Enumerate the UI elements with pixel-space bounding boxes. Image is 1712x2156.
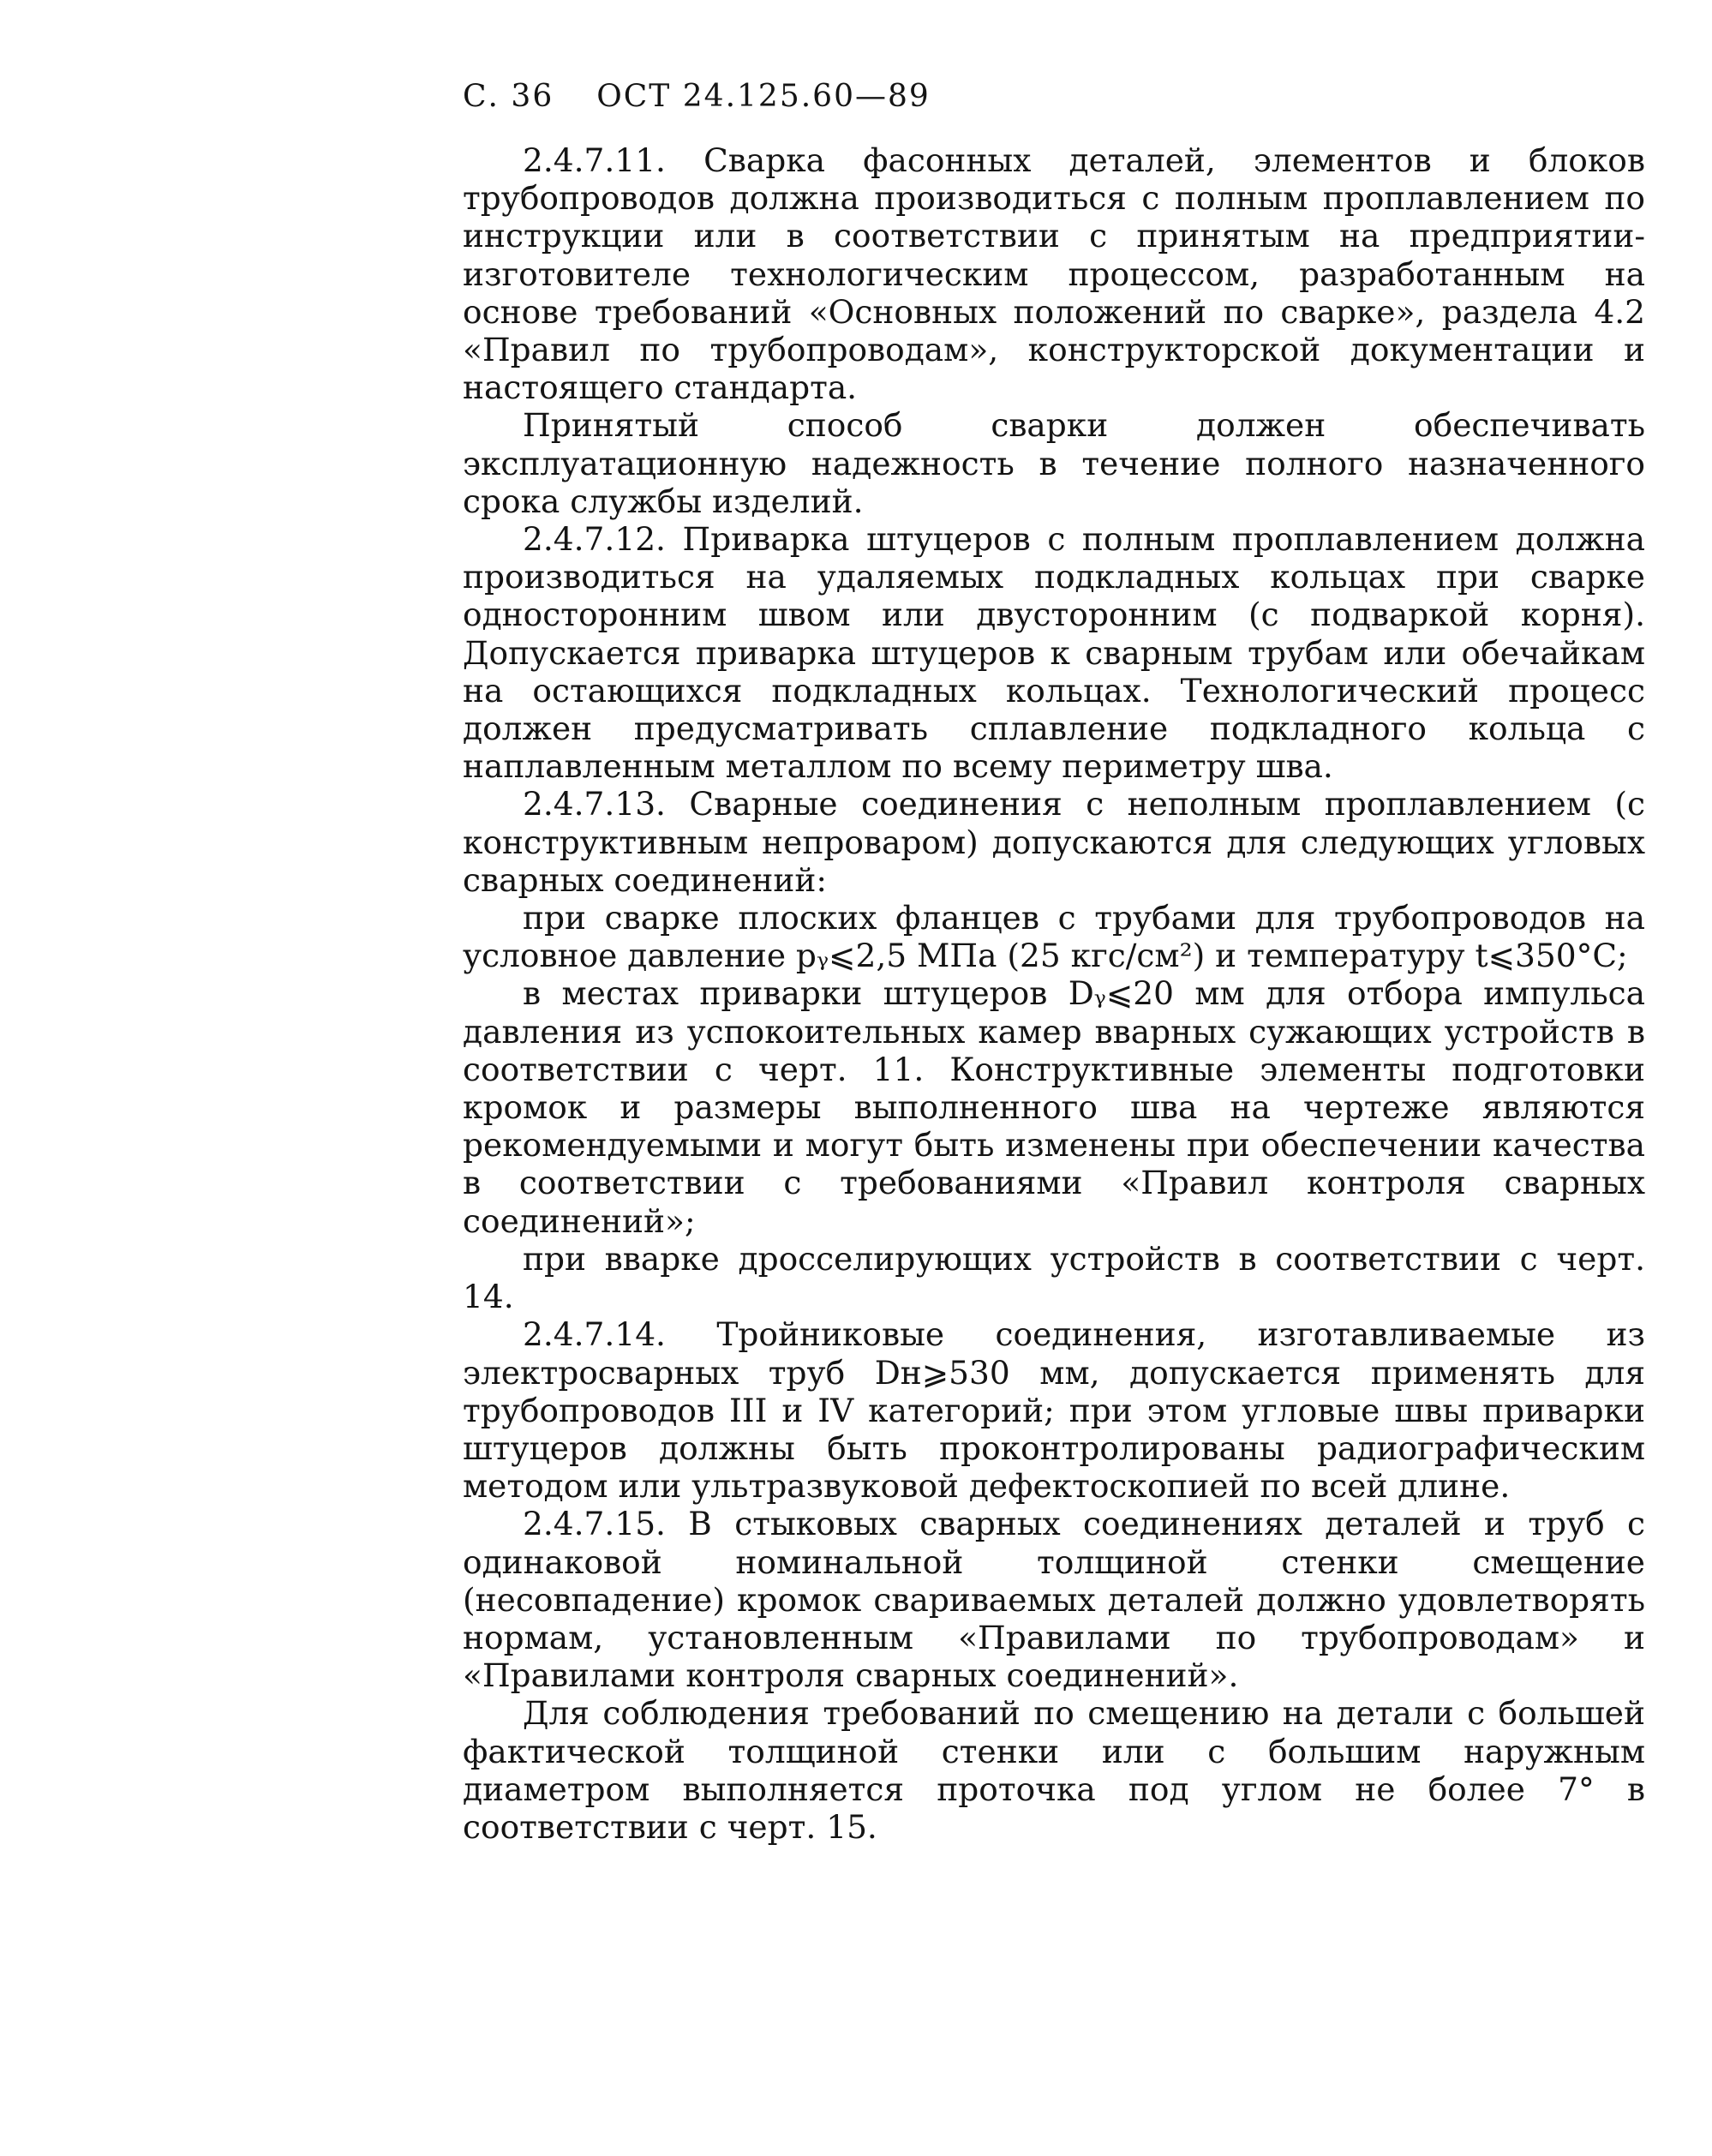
page-number: С. 36 (463, 79, 554, 114)
body-text (463, 141, 1645, 1846)
running-header (463, 79, 931, 114)
paragraph-2-4-7-12: 2.4.7.12. Приварка штуцеров с полным проплавлением должна производиться на удаляемых подкладных кольцах при сварке односторонним швом или двусторонним (с подваркой корня). Допускается приварка штуцеров к сварным трубам или обечайкам на остающихся подкладных кольцах. Технологический процесс должен предусматривать сплавление подкладного кольца с наплавленным металлом по всему периметру шва. (463, 520, 1645, 786)
paragraph-2-4-7-11-continued: Принятый способ сварки должен обеспечивать эксплуатационную надежность в течение полного назначенного срока службы изделий. (463, 406, 1645, 520)
paragraph-2-4-7-15-continued: Для соблюдения требований по смещению на детали с большей фактической толщиной стенки или с большим наружным диаметром выполняется проточка под углом не более 7° в соответствии с черт. 15. (463, 1694, 1645, 1846)
standard-code: ОСТ 24.125.60—89 (596, 79, 931, 114)
list-item-throttling: при вварке дросселирующих устройств в соответствии с черт. 14. (463, 1239, 1645, 1316)
paragraph-2-4-7-15: 2.4.7.15. В стыковых сварных соединениях деталей и труб с одинаковой номинальной толщиной стенки смещение (несовпадение) кромок свариваемых деталей должно удовлетворять нормам, установленным «Правилами по трубопроводам» и «Правилами контроля сварных соединений». (463, 1505, 1645, 1695)
paragraph-2-4-7-11: 2.4.7.11. Сварка фасонных деталей, элементов и блоков трубопроводов должна производиться с полным проплавлением по инструкции или в соответствии с принятым на предприятии-изготовителе технологическим процессом, разработанным на основе требований «Основных положений по сварке», раздела 4.2 «Правил по трубопроводам», конструкторской документации и настоящего стандарта. (463, 141, 1645, 407)
list-item-fittings: в местах приварки штуцеров Dᵧ⩽20 мм для отбора импульса давления из успокоительных камер вварных сужающих устройств в соответствии с черт. 11. Конструктивные элементы подготовки кромок и размеры выполненного шва на чертеже являются рекомендуемыми и могут быть изменены при обеспечении качества в соответствии с требованиями «Правил контроля сварных соединений»; (463, 974, 1645, 1240)
paragraph-2-4-7-13: 2.4.7.13. Сварные соединения с неполным проплавлением (с конструктивным непроваром) допускаются для следующих угловых сварных соединений: (463, 785, 1645, 899)
paragraph-2-4-7-14: 2.4.7.14. Тройниковые соединения, изготавливаемые из электросварных труб Dн⩾530 мм, допускается применять для трубопроводов III и IV категорий; при этом угловые швы приварки штуцеров должны быть проконтролированы радиографическим методом или ультразвуковой дефектоскопией по всей длине. (463, 1315, 1645, 1506)
list-item-flanges: при сварке плоских фланцев с трубами для трубопроводов на условное давление pᵧ⩽2,5 МПа (25 кгс/см²) и температуру t⩽350°С; (463, 899, 1645, 975)
